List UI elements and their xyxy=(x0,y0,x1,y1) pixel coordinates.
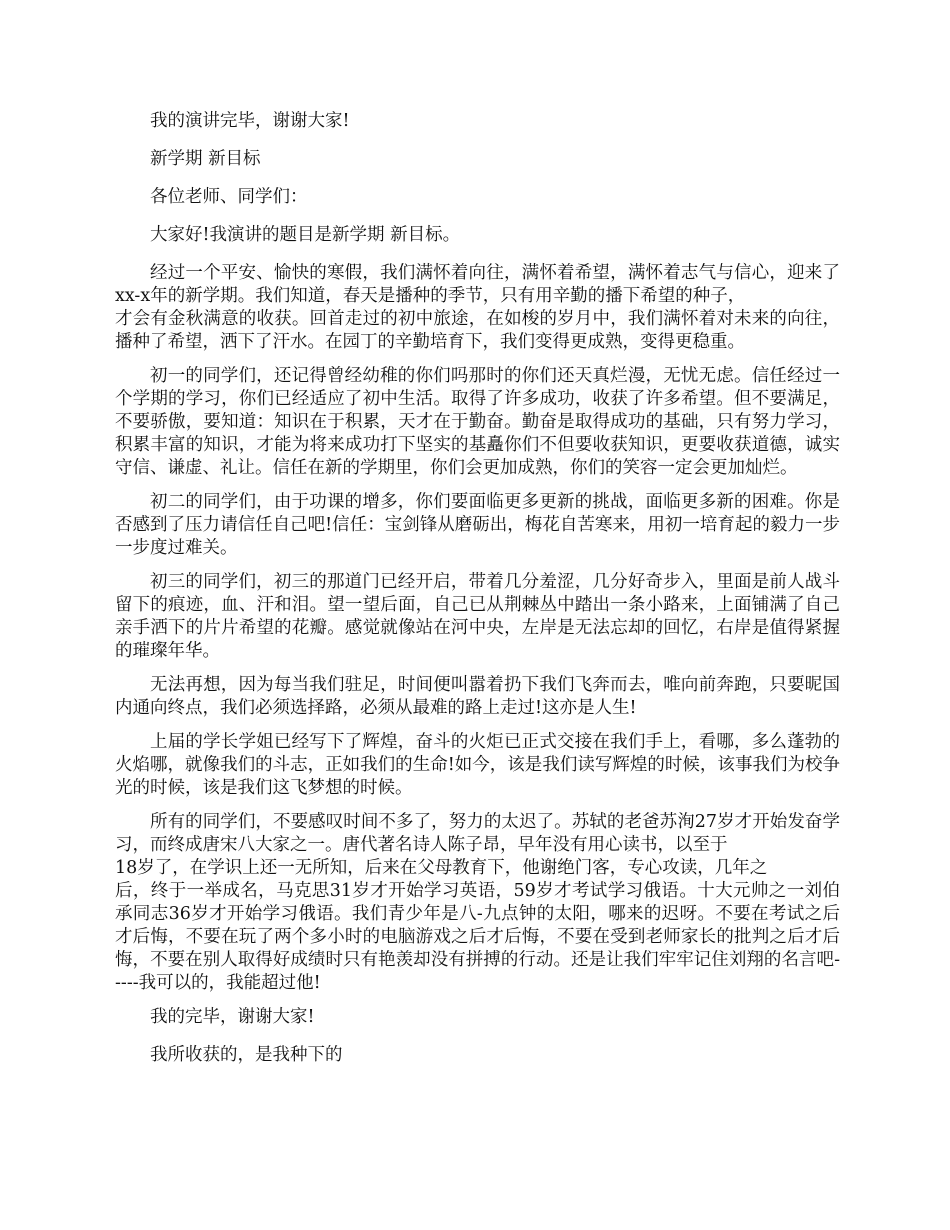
body-paragraph: 上届的学长学姐已经写下了辉煌，奋斗的火炬已正式交接在我们手上，看哪，多么蓬勃的火焰哪，就像我们的斗志，正如我们的生命!如今，该是我们读写辉煌的时候，该事我们为校争光的时候，该是我们这飞梦想的时候。 xyxy=(115,732,840,798)
speech-title: 新学期 新目标 xyxy=(150,149,261,169)
closing-paragraph: 我的完毕，谢谢大家! xyxy=(150,1007,315,1027)
closing-line: 我的演讲完毕，谢谢大家! xyxy=(150,111,350,131)
body-paragraph: 初一的同学们，还记得曾经幼稚的你们吗那时的你们还天真烂漫，无忧无虑。信任经过一个学期的学习，你们已经适应了初中生活。取得了许多成功，收获了许多希望。但不要满足，不要骄傲，要知道：知识在于积累，天才在于勤奋。勤奋是取得成功的基础，只有努力学习，积累丰富的知识，才能为将来成功打下坚实的基矗你们不但要收获知识，更要收获道德，诚实守信、谦虚、礼让。信任在新的学期里，你们会更加成熟，你们的笑容一定会更加灿烂。 xyxy=(115,366,840,478)
body-paragraph: 无法再想，因为每当我们驻足，时间便叫嚣着扔下我们飞奔而去，唯向前奔跑，只要昵国内通向终点，我们必须选择路，必须从最难的路上走过!这亦是人生! xyxy=(115,675,840,718)
final-heading: 我所收获的，是我种下的 xyxy=(150,1045,343,1065)
document-page xyxy=(115,110,840,1082)
greeting-paragraph: 大家好!我演讲的题目是新学期 新目标。 xyxy=(150,225,461,245)
body-paragraph: 初二的同学们，由于功课的增多，你们要面临更多更新的挑战，面临更多新的困难。你是否感到了压力请信任自己吧!信任：宝剑锋从磨砺出，梅花自苦寒来，用初一培育起的毅力一步一步度过难关。 xyxy=(115,492,840,558)
salutation: 各位老师、同学们： xyxy=(150,187,308,207)
body-paragraph: 所有的同学们，不要感叹时间不多了，努力的太迟了。苏轼的老爸苏洵27岁才开始发奋学习，而终成唐宋八大家之一。唐代著名诗人陈子昂，早年没有用心读书，以至于 18岁了，在学识上还一无所知，后来在父母教育下，他谢绝门客，专心攻读，几年之 后，终于一举成名，马克思31岁才开始学习英语，59岁才考试学习俄语。十大元帅之一刘伯承同志36岁才开始学习俄语。我们青少年是八-九点钟的太阳，哪来的迟呀。不要在考试之后才后悔，不要在玩了两个多小时的电脑游戏之后才后悔，不要在受到老师家长的批判之后才后悔，不要在别人取得好成绩时只有艳羡却没有拼搏的行动。还是让我们牢牢记住刘翔的名言吧-----我可以的，我能超过他! xyxy=(115,812,840,993)
body-paragraph: 初三的同学们，初三的那道门已经开启，带着几分羞涩，几分好奇步入，里面是前人战斗留下的痕迹，血、汗和泪。望一望后面，自己已从荆棘丛中踏出一条小路来，上面铺满了自己亲手洒下的片片希望的花瓣。感觉就像站在河中央，左岸是无法忘却的回忆，右岸是值得紧握的璀璨年华。 xyxy=(115,572,840,661)
body-paragraph: 经过一个平安、愉快的寒假，我们满怀着向往，满怀着希望，满怀着志气与信心，迎来了xx-x年的新学期。我们知道，春天是播种的季节，只有用辛勤的播下希望的种子， 才会有金秋满意的收获。回首走过的初中旅途，在如梭的岁月中，我们满怀着对未来的向往，播种了希望，洒下了汗水。在园丁的辛勤培育下，我们变得更成熟，变得更稳重。 xyxy=(115,263,840,352)
